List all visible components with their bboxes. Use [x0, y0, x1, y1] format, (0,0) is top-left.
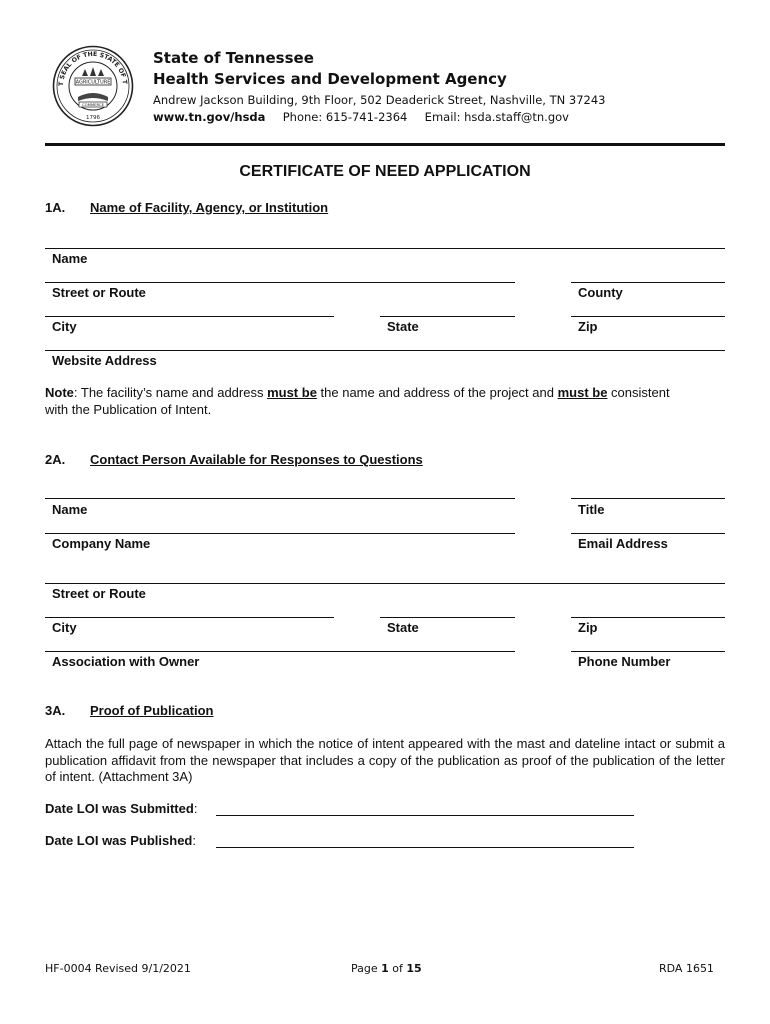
- state-name: State of Tennessee: [153, 49, 314, 67]
- section-1a-number: 1A.: [45, 200, 66, 215]
- section-2a-title: Contact Person Available for Responses to Questions: [90, 452, 423, 467]
- footer-page-number: Page 1 of 15: [351, 962, 422, 975]
- facility-county-label: County: [578, 285, 623, 300]
- note-text-b: the name and address of the project and: [316, 385, 558, 400]
- note-text-a: : The facility’s name and address: [73, 385, 268, 400]
- loi-published-label: Date LOI was Published: [45, 833, 193, 848]
- contact-state-field[interactable]: [380, 617, 515, 618]
- seal-year: 1796: [86, 115, 100, 121]
- document-title: CERTIFICATE OF NEED APPLICATION: [239, 163, 531, 180]
- agency-name: Health Services and Development Agency: [153, 70, 507, 88]
- contact-title-field[interactable]: [571, 498, 725, 499]
- current-page: 1: [381, 962, 389, 975]
- contact-phone-field[interactable]: [571, 651, 725, 652]
- facility-name-field[interactable]: [45, 248, 725, 249]
- contact-street-label: Street or Route: [52, 586, 146, 601]
- contact-email-field[interactable]: [571, 533, 725, 534]
- contact-association-label: Association with Owner: [52, 654, 200, 669]
- facility-state-field[interactable]: [380, 316, 515, 317]
- agency-website-link[interactable]: www.tn.gov/hsda: [153, 110, 266, 124]
- contact-zip-field[interactable]: [571, 617, 725, 618]
- total-pages: 15: [406, 962, 422, 975]
- seal-text-middle: AGRICULTURE: [75, 79, 111, 86]
- facility-county-field[interactable]: [571, 282, 725, 283]
- note-must-be-2: must be: [557, 385, 608, 400]
- loi-submitted-date-field[interactable]: [216, 815, 634, 816]
- contact-street-field[interactable]: [45, 583, 725, 584]
- loi-published-date-field[interactable]: [216, 847, 634, 848]
- loi-submitted-label: Date LOI was Submitted: [45, 801, 194, 816]
- agency-contact-line: [153, 110, 569, 124]
- note-must-be-1: must be: [267, 385, 317, 400]
- facility-note: [45, 385, 730, 418]
- footer-rda-code: RDA 1651: [659, 962, 714, 975]
- facility-website-label: Website Address: [52, 353, 157, 368]
- facility-street-field[interactable]: [45, 282, 515, 283]
- section-2a-number: 2A.: [45, 452, 66, 467]
- footer-form-id: HF-0004 Revised 9/1/2021: [45, 962, 191, 975]
- note-line-2: with the Publication of Intent.: [45, 401, 212, 417]
- tennessee-state-seal-icon: [52, 45, 134, 127]
- section-3a-title: Proof of Publication: [90, 703, 214, 718]
- note-text-c: consistent: [607, 385, 670, 400]
- contact-company-label: Company Name: [52, 536, 151, 551]
- contact-company-field[interactable]: [45, 533, 515, 534]
- note-label: Note: [45, 385, 74, 400]
- facility-website-field[interactable]: [45, 350, 725, 351]
- facility-name-label: Name: [52, 251, 88, 266]
- facility-street-label: Street or Route: [52, 285, 146, 300]
- contact-phone-label: Phone Number: [578, 654, 671, 669]
- header-divider: [45, 143, 725, 146]
- facility-city-label: City: [52, 319, 77, 334]
- seal-text-bottom: COMMERCE: [81, 102, 105, 108]
- facility-zip-field[interactable]: [571, 316, 725, 317]
- section-1a-title: Name of Facility, Agency, or Institution: [90, 200, 329, 215]
- contact-name-label: Name: [52, 502, 88, 517]
- loi-submitted-label-wrap: Date LOI was Submitted:: [45, 801, 198, 816]
- publication-instructions: Attach the full page of newspaper in which the notice of intent appeared with the mast and dateline intact or submit a publication affidavit from the newspaper that includes a copy of the publication as proof of the publication of the letter of intent. (Attachment 3A): [45, 736, 725, 784]
- agency-phone: Phone: 615-741-2364: [282, 110, 408, 124]
- contact-association-field[interactable]: [45, 651, 515, 652]
- loi-published-label-wrap: Date LOI was Published:: [45, 833, 196, 848]
- agency-email: Email: hsda.staff@tn.gov: [424, 110, 569, 124]
- contact-city-field[interactable]: [45, 617, 334, 618]
- facility-state-label: State: [387, 319, 419, 334]
- contact-name-field[interactable]: [45, 498, 515, 499]
- facility-city-field[interactable]: [45, 316, 334, 317]
- contact-zip-label: Zip: [578, 620, 598, 635]
- agency-address: Andrew Jackson Building, 9th Floor, 502 Deaderick Street, Nashville, TN 37243: [153, 93, 606, 107]
- facility-zip-label: Zip: [578, 319, 598, 334]
- section-3a-number: 3A.: [45, 703, 66, 718]
- contact-city-label: City: [52, 620, 77, 635]
- seal-text-top: T SEAL OF THE STATE OF T: [57, 50, 128, 87]
- contact-email-label: Email Address: [578, 536, 668, 551]
- contact-state-label: State: [387, 620, 419, 635]
- contact-title-label: Title: [578, 502, 605, 517]
